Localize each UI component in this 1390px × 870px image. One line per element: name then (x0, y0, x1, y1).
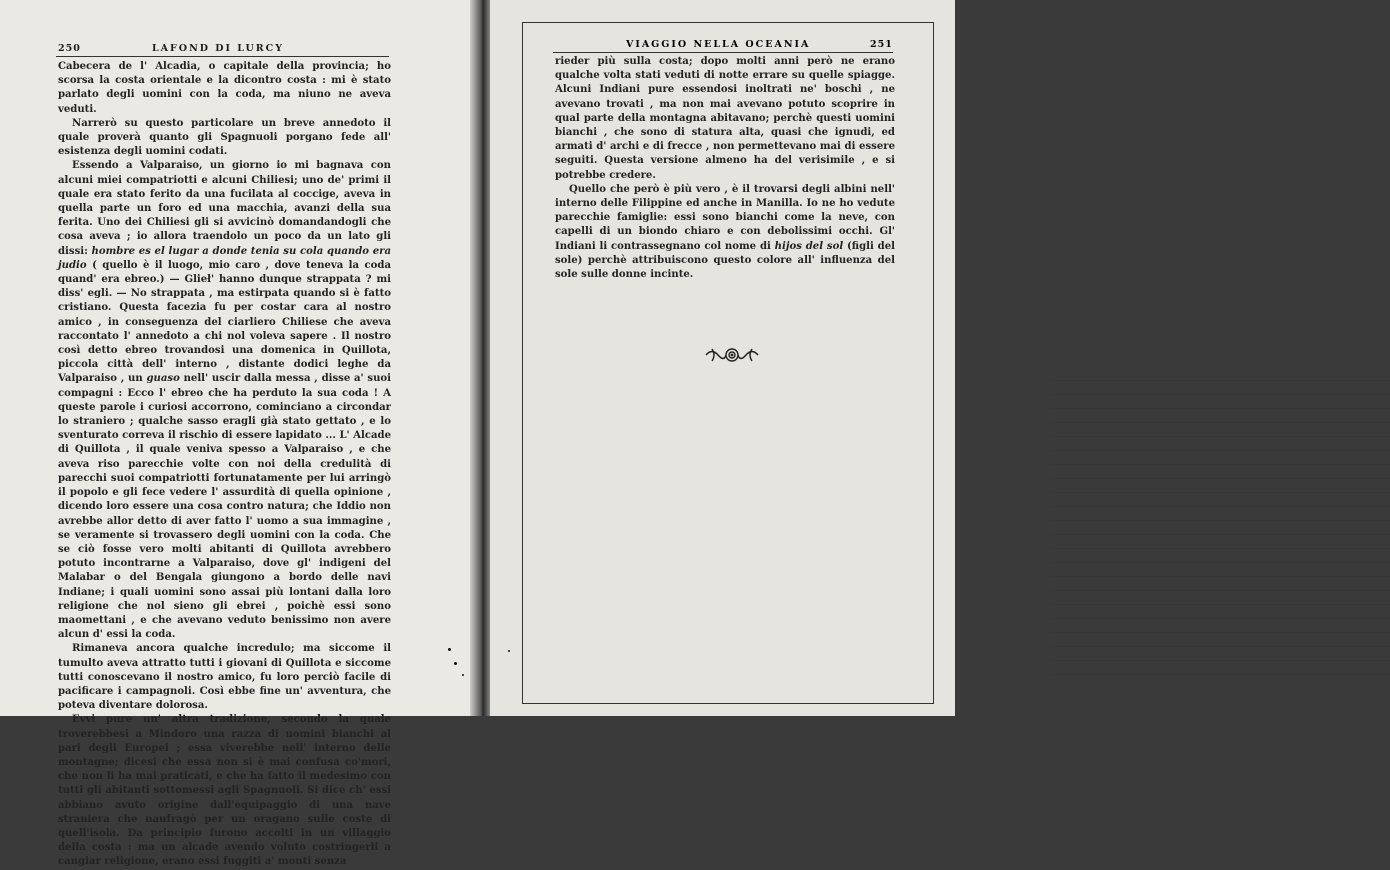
printers-ornament-icon (702, 344, 762, 366)
text-run: nell' uscir dalla messa , disse a' suoi compagni : Ecco l' ebreo che ha perduto la sua coda ! A queste parole i curiosi accorrono, cominciano a circondar lo straniero ; qualche sasso eragli già stato gettato , e lo sventurato correva il rischio di essere lapidato ... L' Alcade di Quillota , il quale veniva spesso a Valparaiso , e che aveva riso parecchie volte con noi della credulità di parecchi suoi compatriotti fortunatamente per lui arringò il popolo e gli fece vedere l' assurdità di quella opinione , dicendo loro essere una cosa contro natura; che Iddio non avrebbe allor detto di aver fatto l' uomo a sua immagine , se veramente si trovassero degli uomini con la coda. Che se ciò fosse vero molti abitanti di Quillota avrebbero potuto incontrarne a Valparaiso, dove gl' indigeni del Malabar o del Bengala giungono a bordo delle navi Indiane; i quali uomini sono assai più lontani dalla loro religione che nol sieno gli ebrei , poichè essi sono maomettani , e che avevano veduto benissimo non avere alcun d' essi la coda. (58, 373, 391, 641)
left-page (0, 0, 474, 868)
paragraph: rieder più sulla costa; dopo molti anni però ne erano qualche volta stati veduti di notte errare su quelle spiagge. Alcuni Indiani pure essendosi inoltrati ne' boschi , ne avevano trovati , ma non mai avevano potuto scoprire in qual parte della montagna abitavano; perchè questi uomini bianchi , che sono di statura alta, quasi che ignudi, ed armati d' archi e di frecce , non permettevano mai di essere seguiti. Questa versione almeno ha del verisimile , e si potrebbe credere. (555, 56, 895, 181)
italic-phrase: guaso (146, 373, 180, 385)
paragraph (58, 159, 391, 642)
paragraph (555, 183, 895, 282)
running-head: VIAGGIO NELLA OCEANIA (626, 39, 811, 50)
italic-phrase: hombre es el lugar a donde tenia su cola quando era judio (58, 245, 391, 271)
header-rule (553, 52, 893, 53)
running-head: LAFOND DI LURCY (152, 43, 284, 54)
page-number: 250 (58, 43, 81, 54)
paragraph: Narrerò su questo particolare un breve annedoto il quale proverà quanto gli Spagnuoli porgano fede all' esistenza degli uomini codati. (58, 117, 391, 158)
paragraph: Rimaneva ancora qualche incredulo; ma siccome il tumulto aveva attratto tutti i giovani di Quillota e siccome tutti conoscevano il nostro amico, fu loro perciò facile di pacificare i campagnoli. Così ebbe fine un' avventura, che poteva diventare dolorosa. (58, 643, 391, 712)
italic-phrase: hijos del sol (774, 240, 844, 252)
paragraph: Cabecera de l' Alcadia, o capitale della provincia; ho scorsa la costa orientale e la dicontro costa : mi è stato parlato degli uomini con la coda, ma niuno ne aveva veduti. (58, 61, 391, 115)
left-body-text (58, 60, 391, 870)
text-run: Quello che però è più vero , è il trovarsi degli albini nell' interno delle Filippine ed anche in Manilla. Io ne ho vedute parecchie famiglie: essi sono bianchi come la neve, con capelli di un biondo chiaro e con debolissimi occhi. Gl' Indiani li contrassegnano col nome di (555, 183, 895, 252)
right-body-text (555, 55, 895, 282)
paragraph: Evvi pure un' altra tradizione, secondo la quale troverebbesi a Mindoro una razza di uomini bianchi al pari degli Europei ; essa viverebbe nell' interno delle montagne; dicesi che essa non si è mai confusa co'mori, che non li ha mai praticati, e che ha fatto il medesimo con tutti gli abitanti sottomessi agli Spagnuoli. Si dice ch' essi abbiano avuto origine dall'equipaggio di una nave straniera che naufragò per un oragano sulle coste di quell'isola. Da principio furono accolti in un villaggio della costa : ma un alcade avendo voluto costringerli a cangiar religione, erano essi fuggiti a' monti senza (58, 714, 391, 868)
text-run: (figli del sole) perchè attribuiscono questo colore all' influenza del sole sulle donne incinte. (555, 240, 895, 281)
header-rule (56, 56, 389, 57)
page-number: 251 (870, 39, 893, 50)
text-run: ( quello è il luogo, mio caro , dove teneva la coda quand' era ebreo.) — Glieł' hanno dunque strappata ? mi diss' egli. — No strappata , ma estirpata quando si è fatto cristiano. Questa facezia fu per costar cara al nostro amico , in conseguenza del ciarliero Chiliese che aveva raccontato l' annedoto a chi nol voleva sapere . Il nostro così detto ebreo trovandosi una domenica in Quillota, piccola città dell' interno , distante dodici leghe da Valparaiso , un (58, 259, 391, 385)
show-through-text (1050, 380, 1390, 680)
text-run: Essendo a Valparaiso, un giorno io mi bagnava con alcuni miei compatriotti e alcuni Chiliesi; uno de' primi il quale era stato ferito da una fucilata al coccige, aveva in quella parte un foro ed una macchia, avanzi della sua ferita. Uno dei Chiliesi gli si avvicinò domandandogli che cosa aveva ; io allora traendolo un poco da un lato gli dissi: (58, 160, 391, 257)
